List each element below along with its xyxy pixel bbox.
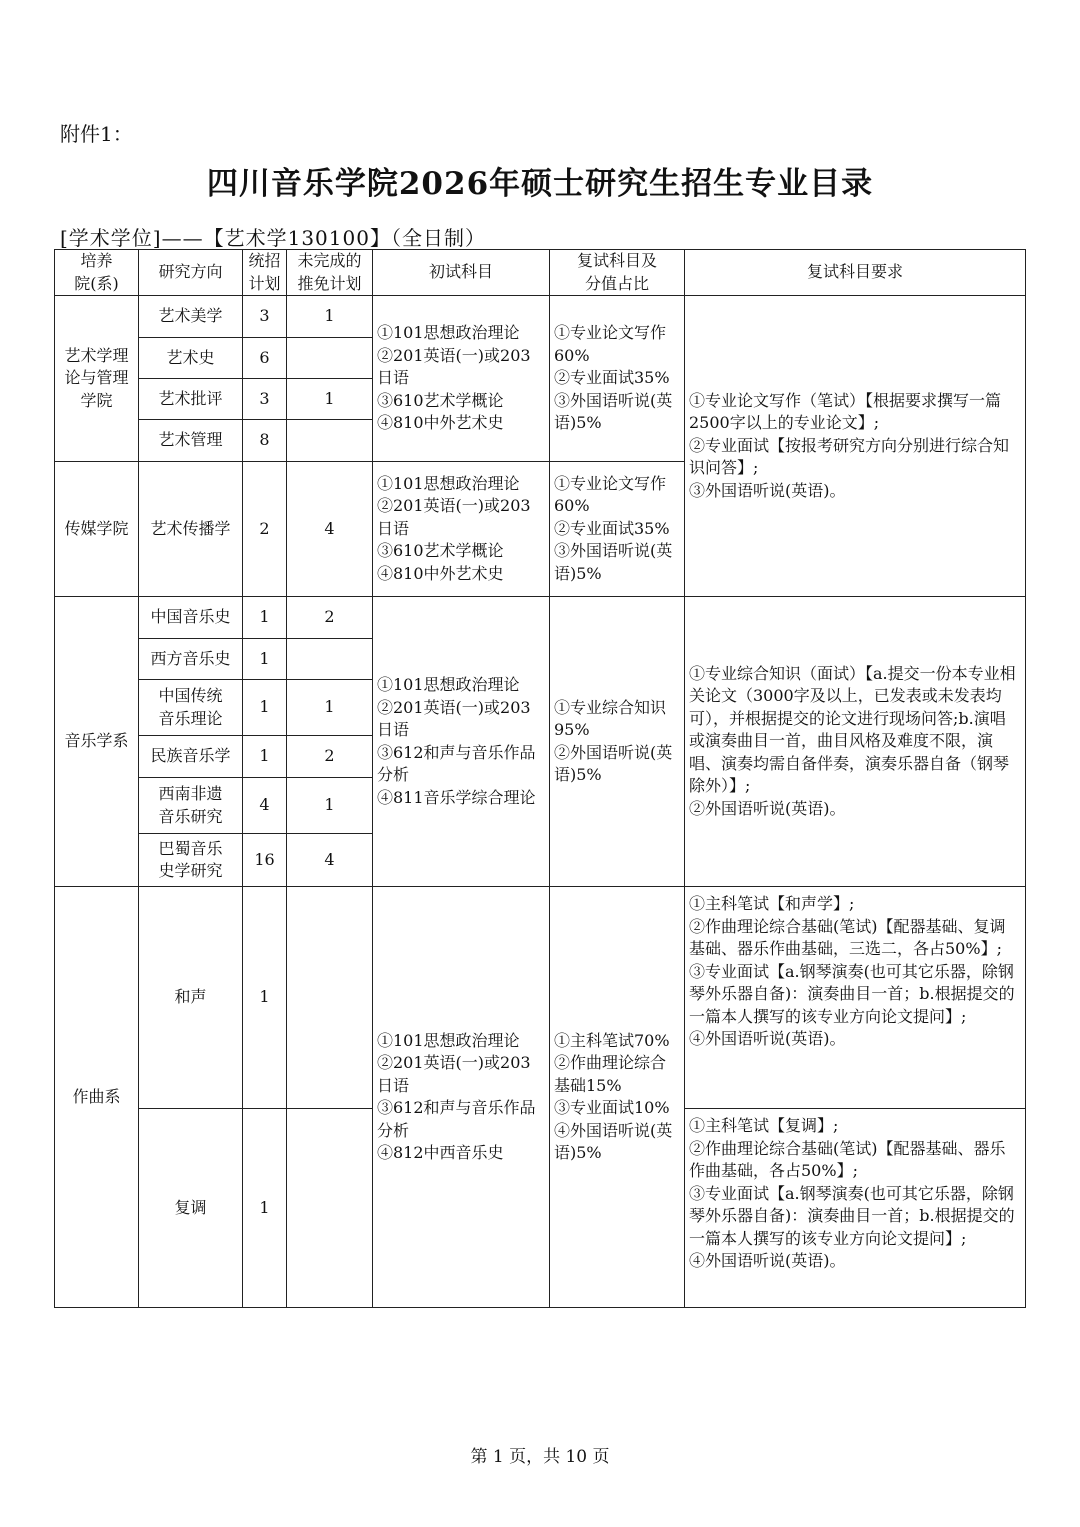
page-footer: 第 1 页，共 10 页 [470, 1447, 610, 1467]
plan-cell: 1 [243, 1109, 287, 1308]
header-exempt: 未完成的 推免计划 [287, 250, 373, 296]
exempt-cell [287, 639, 373, 680]
requirements-cell: ①专业综合知识（面试）【a.提交一份本专业相关论文（3000字及以上，已发表或未发表均可），并根据提交的论文进行现场问答;b.演唱或演奏曲目一首，曲目风格及难度不限，演唱、演奏均需自备伴奏，演奏乐器自备（钢琴除外）】; ②外国语听说(英语)。 [685, 597, 1026, 887]
direction-cell: 西方音乐史 [139, 639, 243, 680]
direction-cell: 艺术批评 [139, 379, 243, 420]
header-college: 培养 院(系) [55, 250, 139, 296]
plan-cell: 1 [243, 680, 287, 736]
table-row [55, 597, 1026, 639]
exempt-cell [287, 420, 373, 462]
direction-cell: 艺术管理 [139, 420, 243, 462]
retest-cell: ①专业综合知识95% ②外国语听说(英语)5% [550, 597, 685, 887]
header-requirements: 复试科目要求 [685, 250, 1026, 296]
requirements-cell: ①专业论文写作（笔试）【根据要求撰写一篇2500字以上的专业论文】; ②专业面试【按报考研究方向分别进行综合知识问答】; ③外国语听说(英语)。 [685, 296, 1026, 597]
exempt-cell: 2 [287, 736, 373, 778]
plan-cell: 16 [243, 834, 287, 887]
requirements-cell: ①主科笔试【复调】; ②作曲理论综合基础(笔试)【配器基础、器乐作曲基础，各占50%】; ③专业面试【a.钢琴演奏(也可其它乐器，除钢琴外乐器自备)：演奏曲目一首；b.根据提交的一篇本人撰写的该专业方向论文提问】; ④外国语听说(英语)。 [685, 1109, 1026, 1308]
direction-cell: 艺术史 [139, 338, 243, 379]
initial-exam-cell: ①101思想政治理论 ②201英语(一)或203日语 ③610艺术学概论 ④810中外艺术史 [373, 462, 550, 597]
plan-cell: 1 [243, 736, 287, 778]
table-row [55, 887, 1026, 1109]
exempt-cell [287, 338, 373, 379]
plan-cell: 6 [243, 338, 287, 379]
direction-cell: 西南非遗 音乐研究 [139, 778, 243, 834]
table-row [55, 296, 1026, 338]
page-title: 四川音乐学院2026年硕士研究生招生专业目录 [206, 166, 874, 202]
plan-cell: 2 [243, 462, 287, 597]
plan-cell: 1 [243, 597, 287, 639]
header-retest: 复试科目及 分值占比 [550, 250, 685, 296]
exempt-cell: 1 [287, 778, 373, 834]
direction-cell: 和声 [139, 887, 243, 1109]
retest-cell: ①专业论文写作60% ②专业面试35% ③外国语听说(英语)5% [550, 296, 685, 462]
direction-cell: 中国音乐史 [139, 597, 243, 639]
college-cell: 传媒学院 [55, 462, 139, 597]
exempt-cell: 2 [287, 597, 373, 639]
header-plan: 统招 计划 [243, 250, 287, 296]
direction-cell: 艺术美学 [139, 296, 243, 338]
exempt-cell: 1 [287, 379, 373, 420]
plan-cell: 8 [243, 420, 287, 462]
header-initial-exam: 初试科目 [373, 250, 550, 296]
direction-cell: 中国传统 音乐理论 [139, 680, 243, 736]
exempt-cell [287, 887, 373, 1109]
initial-exam-cell: ①101思想政治理论 ②201英语(一)或203日语 ③610艺术学概论 ④810中外艺术史 [373, 296, 550, 462]
plan-cell: 3 [243, 379, 287, 420]
exempt-cell: 4 [287, 462, 373, 597]
retest-cell: ①主科笔试70% ②作曲理论综合基础15% ③专业面试10% ④外国语听说(英语)5% [550, 887, 685, 1308]
program-catalog-table [54, 249, 1026, 1308]
plan-cell: 1 [243, 639, 287, 680]
direction-cell: 巴蜀音乐 史学研究 [139, 834, 243, 887]
retest-cell: ①专业论文写作60% ②专业面试35% ③外国语听说(英语)5% [550, 462, 685, 597]
header-direction: 研究方向 [139, 250, 243, 296]
direction-cell: 艺术传播学 [139, 462, 243, 597]
direction-cell: 民族音乐学 [139, 736, 243, 778]
exempt-cell [287, 1109, 373, 1308]
college-cell: 作曲系 [55, 887, 139, 1308]
table-header-row [55, 250, 1026, 296]
degree-subtitle: [学术学位]——【艺术学130100】（全日制） [60, 226, 486, 250]
initial-exam-cell: ①101思想政治理论 ②201英语(一)或203日语 ③612和声与音乐作品分析 ④812中西音乐史 [373, 887, 550, 1308]
exempt-cell: 4 [287, 834, 373, 887]
attachment-label: 附件1： [60, 122, 133, 146]
direction-cell: 复调 [139, 1109, 243, 1308]
college-cell: 音乐学系 [55, 597, 139, 887]
exempt-cell: 1 [287, 296, 373, 338]
exempt-cell: 1 [287, 680, 373, 736]
requirements-cell: ①主科笔试【和声学】; ②作曲理论综合基础(笔试)【配器基础、复调基础、器乐作曲基础，三选二，各占50%】; ③专业面试【a.钢琴演奏(也可其它乐器，除钢琴外乐器自备)：演奏曲目一首；b.根据提交的一篇本人撰写的该专业方向论文提问】; ④外国语听说(英语)。 [685, 887, 1026, 1109]
initial-exam-cell: ①101思想政治理论 ②201英语(一)或203日语 ③612和声与音乐作品分析 ④811音乐学综合理论 [373, 597, 550, 887]
plan-cell: 4 [243, 778, 287, 834]
college-cell: 艺术学理 论与管理 学院 [55, 296, 139, 462]
plan-cell: 3 [243, 296, 287, 338]
plan-cell: 1 [243, 887, 287, 1109]
